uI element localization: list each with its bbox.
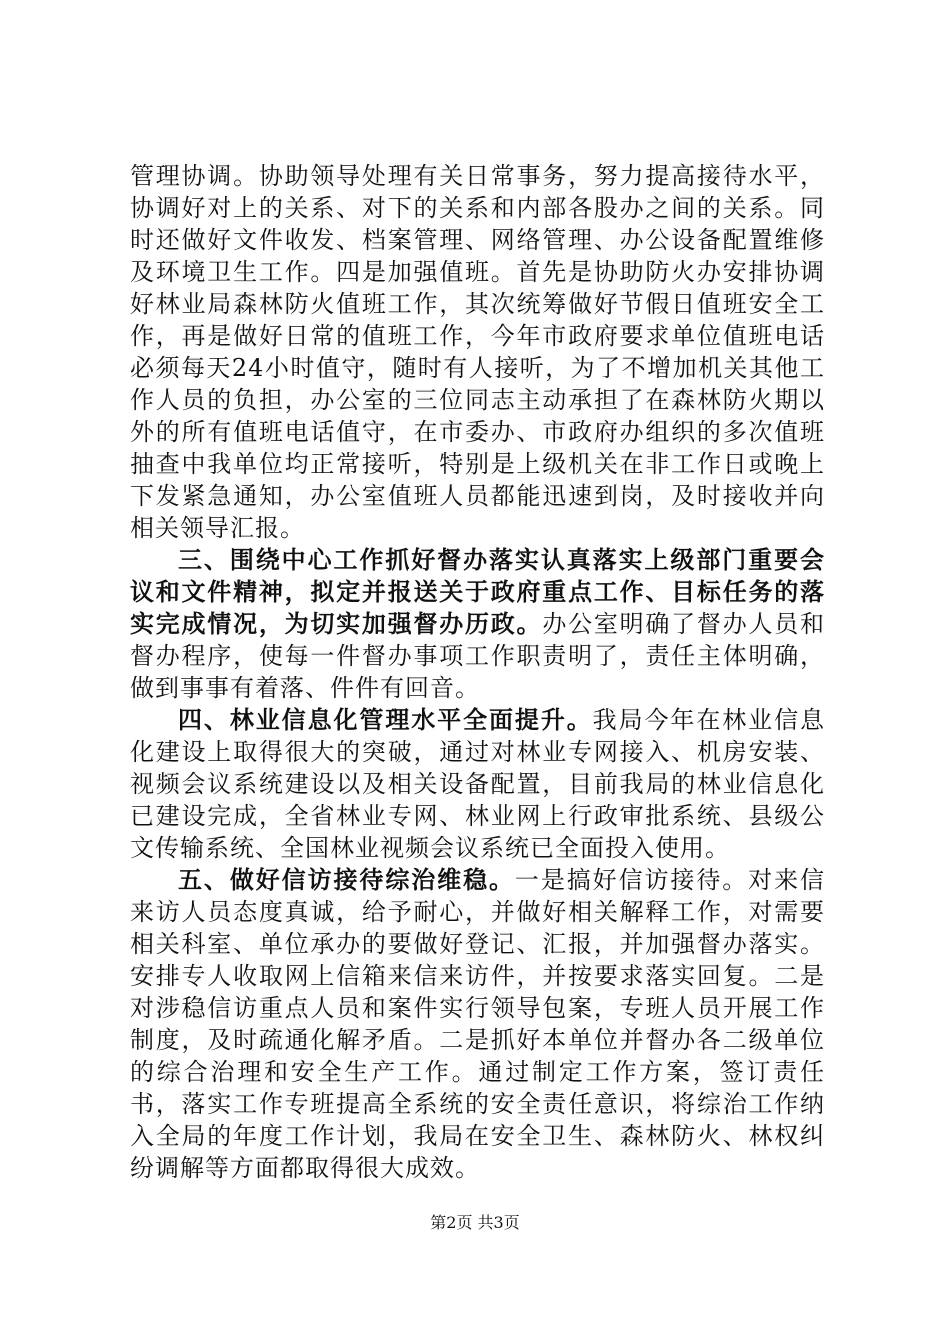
paragraph-body: 办公室明确了督办人员和督办程序，使每一件督办事项工作职责明了，责任主体明确，做到事事有着落、件件有回音。 xyxy=(130,610,826,702)
paragraph-office-coordination xyxy=(130,160,825,544)
paragraph-body: 我局今年在林业信息化建设上取得很大的突破，通过对林业专网接入、机房安装、视频会议系统建设以及相关设备配置，目前我局的林业信息化已建设完成，全省林业专网、林业网上行政审批系统、县级公文传输系统、全国林业视频会议系统已全面投入使用。 xyxy=(130,706,826,862)
paragraph-supervision xyxy=(130,544,825,704)
document-page xyxy=(130,160,825,1184)
paragraph-heading: 三、围绕中心工作抓好督办落实认真落实上级部门重要会议和文件精神，拟定并报送关于政府重点工作、目标任务的落实完成情况，为切实加强督办历政。 xyxy=(130,545,825,638)
paragraph-body: 一是搞好信访接待。对来信来访人员态度真诚，给予耐心，并做好相关解释工作，对需要相关科室、单位承办的要做好登记、汇报，并加强督办落实。安排专人收取网上信箱来信来访件，并按要求落实回复。二是对涉稳信访重点人员和案件实行领导包案，专班人员开展工作制度，及时疏通化解矛盾。二是抓好本单位并督办各二级单位的综合治理和安全生产工作。通过制定工作方案，签订责任书，落实工作专班提高全系统的安全责任意识，将综治工作纳入全局的年度工作计划，我局在安全卫生、森林防火、林权纠纷调解等方面都取得很大成效。 xyxy=(130,866,826,1182)
paragraph-body: 管理协调。协助领导处理有关日常事务，努力提高接待水平，协调好对上的关系、对下的关系和内部各股办之间的关系。同时还做好文件收发、档案管理、网络管理、办公设备配置维修及环境卫生工作。四是加强值班。首先是协助防火办安排协调好林业局森林防火值班工作，其次统筹做好节假日值班安全工作，再是做好日常的值班工作，今年市政府要求单位值班电话必须每天24小时值守，随时有人接听，为了不增加机关其他工作人员的负担，办公室的三位同志主动承担了在森林防火期以外的所有值班电话值守，在市委办、市政府办组织的多次值班抽查中我单位均正常接听，特别是上级机关在非工作日或晚上下发紧急通知，办公室值班人员都能迅速到岗，及时接收并向相关领导汇报。 xyxy=(130,162,825,542)
paragraph-heading: 四、林业信息化管理水平全面提升。 xyxy=(178,705,593,734)
page-number-footer: 第2页 共3页 xyxy=(430,1213,520,1232)
paragraph-heading: 五、做好信访接待综治维稳。 xyxy=(178,865,515,894)
paragraph-petitions xyxy=(130,864,825,1184)
paragraph-informatization xyxy=(130,704,825,864)
